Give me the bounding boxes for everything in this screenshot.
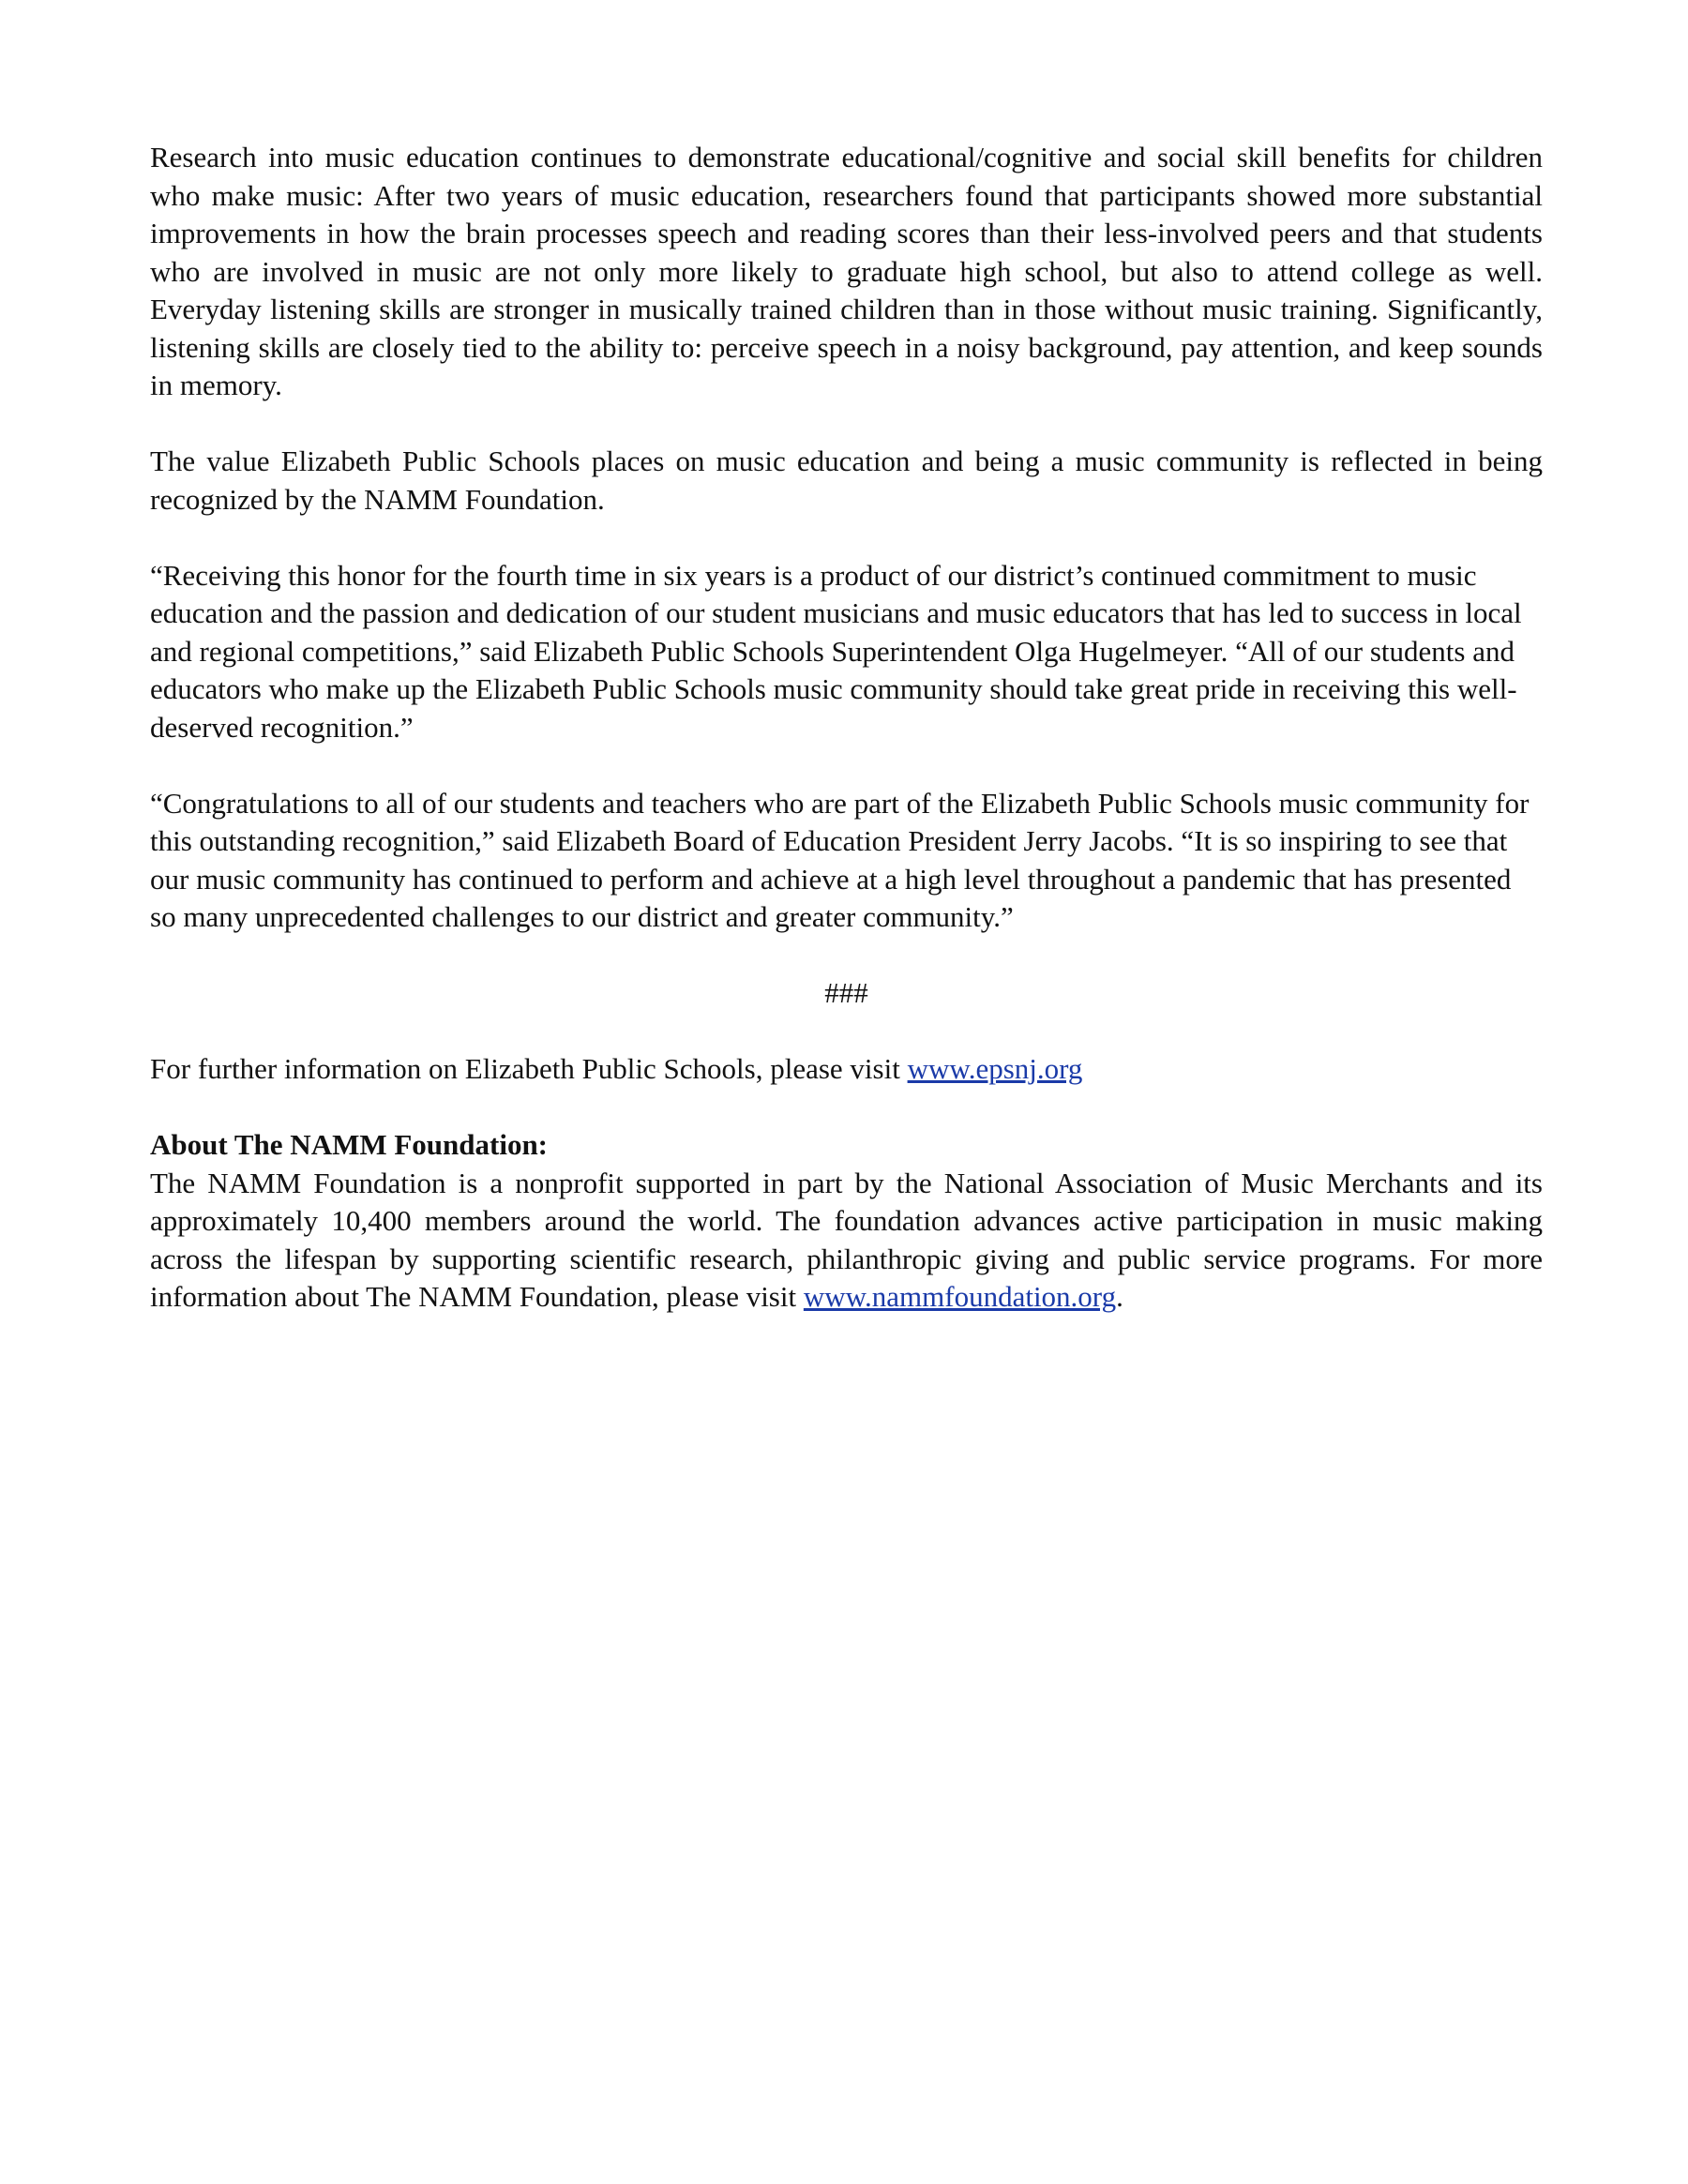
document-page xyxy=(150,139,1543,1354)
further-info-paragraph xyxy=(150,1050,1543,1089)
about-trailing: . xyxy=(1116,1280,1123,1313)
further-info-text: For further information on Elizabeth Public Schools, please visit xyxy=(150,1052,908,1085)
about-heading: About The NAMM Foundation: xyxy=(150,1128,549,1161)
superintendent-quote-paragraph: “Receiving this honor for the fourth time in six years is a product of our district’s continued commitment to music education and the passion and dedication of our student musicians and music educators that has led to success in local and regional competitions,” said Elizabeth Public Schools Superintendent Olga Hugelmeyer. “All of our students and educators who make up the Elizabeth Public Schools music community should take great pride in receiving this well-deserved recognition.” xyxy=(150,558,1522,744)
about-paragraph xyxy=(150,1165,1543,1317)
end-separator: ### xyxy=(824,976,868,1009)
about-text: The NAMM Foundation is a nonprofit supported in part by the National Association of Music Merchants and its approximately 10,400 members around the world. The foundation advances active participation in music making across the lifespan by supporting scientific research, philanthropic giving and public service programs. For more information about The NAMM Foundation, please visit xyxy=(150,1166,1543,1313)
epsnj-link[interactable]: www.epsnj.org xyxy=(907,1052,1083,1085)
board-president-quote-paragraph: “Congratulations to all of our students and teachers who are part of the Elizabeth Public Schools music community for this outstanding recognition,” said Elizabeth Board of Education President Jerry Jacobs. “It is so inspiring to see that our music community has continued to perform and achieve at a high level throughout a pandemic that has presented so many unprecedented challenges to our district and greater community.” xyxy=(150,786,1530,933)
value-paragraph: The value Elizabeth Public Schools places on music education and being a music community is reflected in being recognized by the NAMM Foundation. xyxy=(150,444,1543,516)
namm-foundation-link[interactable]: www.nammfoundation.org xyxy=(803,1280,1117,1313)
research-paragraph: Research into music education continues to demonstrate educational/cognitive and social skill benefits for children who make music: After two years of music education, researchers found that participants showed more substantial improvements in how the brain processes speech and reading scores than their less-involved peers and that students who are involved in music are not only more likely to graduate high school, but also to attend college as well. Everyday listening skills are stronger in musically trained children than in those without music training. Significantly, listening skills are closely tied to the ability to: perceive speech in a noisy background, pay attention, and keep sounds in memory. xyxy=(150,141,1543,401)
